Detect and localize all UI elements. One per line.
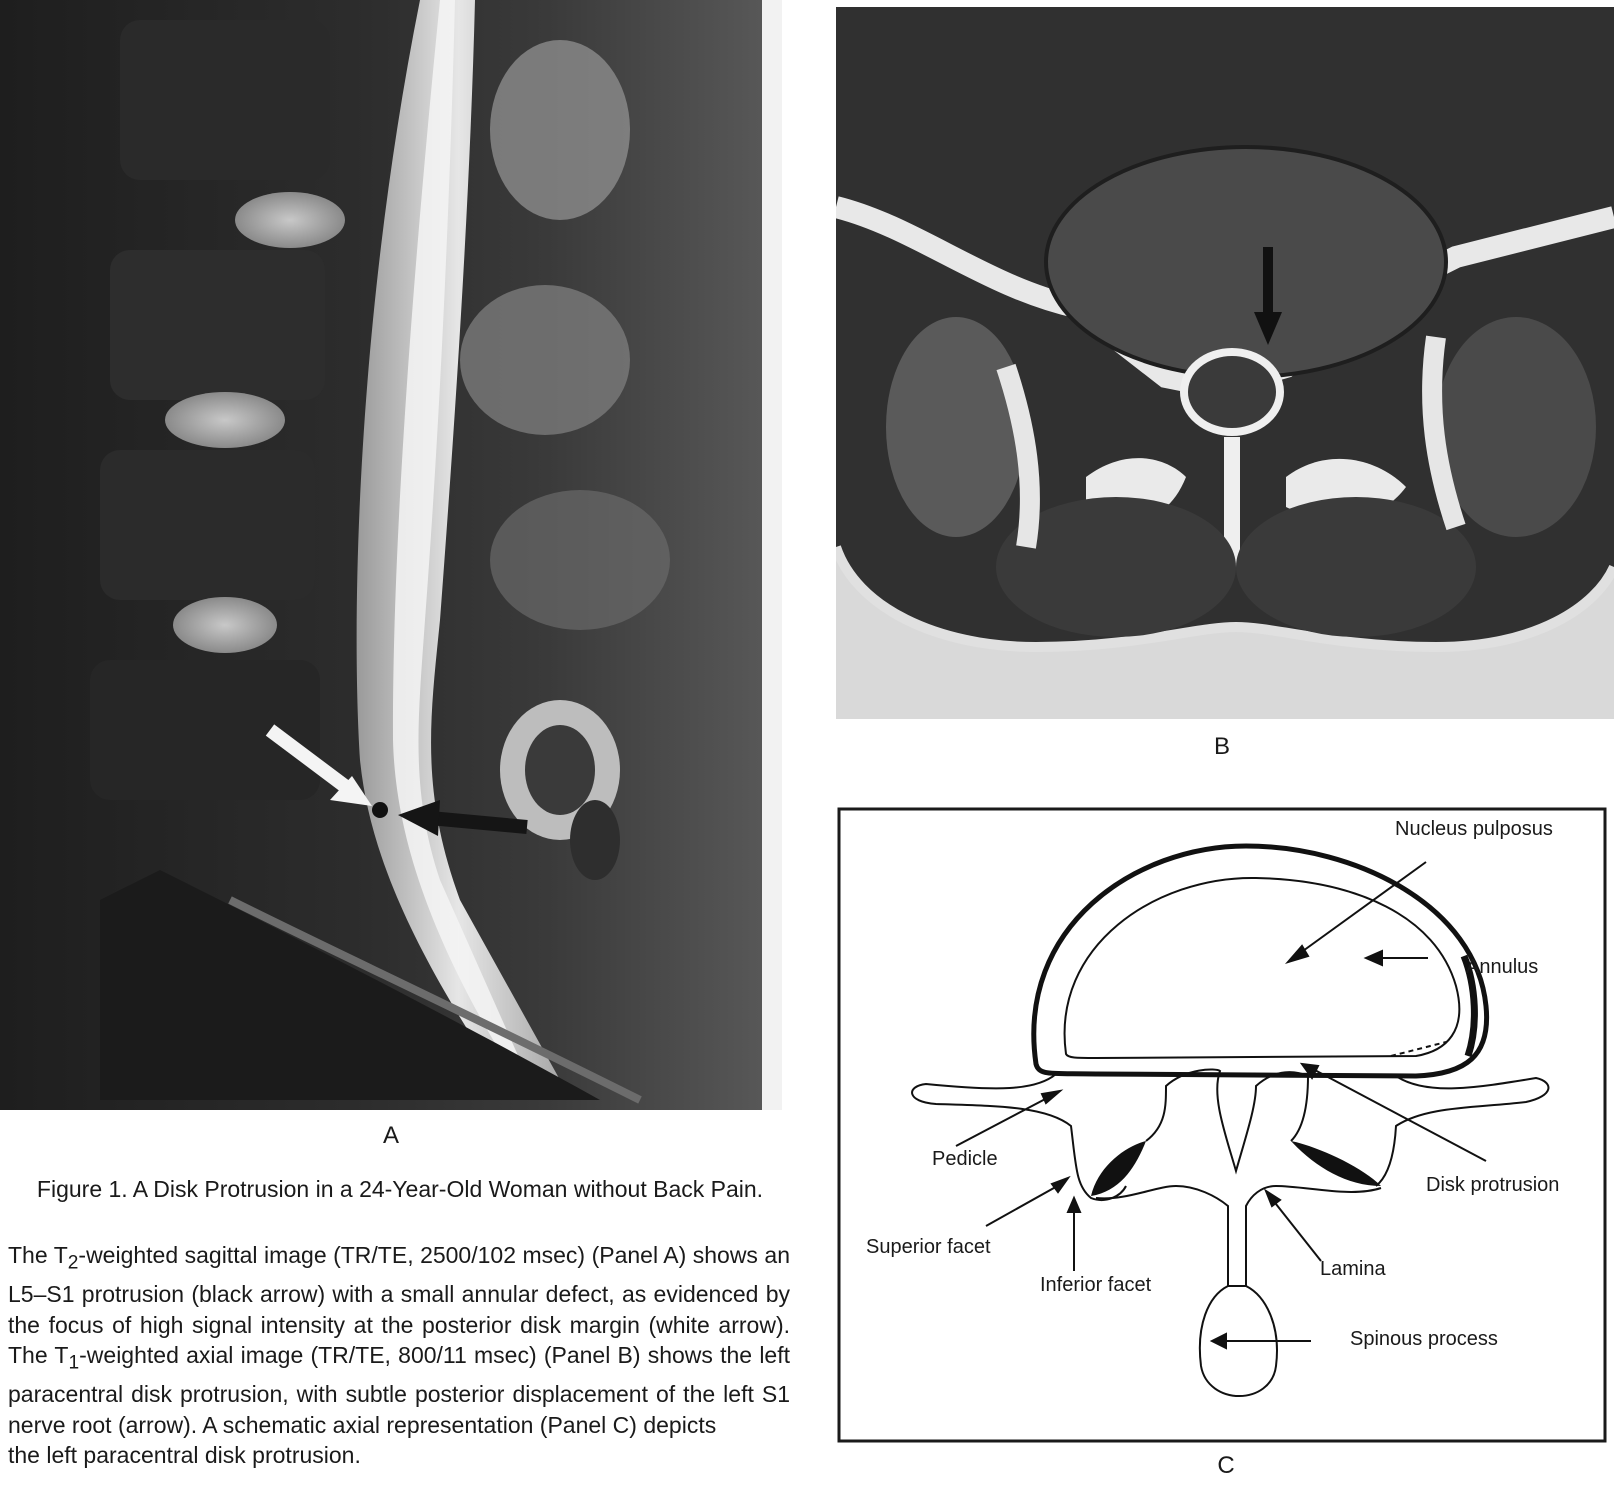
axial-mri-illustration bbox=[836, 7, 1614, 719]
caption-sub-1: 1 bbox=[68, 1352, 80, 1374]
panel-c-label: C bbox=[1217, 1452, 1235, 1479]
sagittal-mri-illustration bbox=[0, 0, 782, 1110]
panel-c-schematic bbox=[836, 806, 1614, 1444]
label-nucleus-pulposus: Nucleus pulposus bbox=[1395, 818, 1553, 840]
label-superior-facet: Superior facet bbox=[866, 1236, 991, 1258]
figure-caption bbox=[8, 1240, 790, 1471]
label-disk-protrusion: Disk protrusion bbox=[1426, 1174, 1560, 1196]
caption-last-line: the left paracentral disk protrusion. bbox=[8, 1442, 361, 1469]
panel-a-image bbox=[0, 0, 782, 1110]
label-inferior-facet: Inferior facet bbox=[1040, 1274, 1152, 1296]
label-annulus: Annulus bbox=[1466, 956, 1539, 978]
panel-a-label: A bbox=[382, 1122, 399, 1149]
figure-title: Figure 1. A Disk Protrusion in a 24-Year-Old Woman without Back Pain. bbox=[36, 1176, 764, 1202]
panel-b-label: B bbox=[1213, 733, 1230, 760]
caption-part1: -weighted sagittal image (TR/TE, 2500/102 msec) (Panel A) shows an L5–S1 protrusion (black arrow) with a small annular defect, as evidenced by the focus of high signal intensity at the posterior disk margin (white arrow). The T bbox=[8, 1242, 790, 1369]
caption-intro: The T bbox=[8, 1242, 68, 1268]
label-pedicle: Pedicle bbox=[932, 1148, 998, 1170]
label-lamina: Lamina bbox=[1320, 1258, 1386, 1280]
panel-b-image bbox=[836, 7, 1614, 719]
label-spinous-process: Spinous process bbox=[1350, 1328, 1498, 1350]
caption-part2: -weighted axial image (TR/TE, 800/11 msec) (Panel B) shows the left paracentral disk protrusion, with subtle posterior displacement of the left S1 nerve root (arrow). A schematic axial representation (Panel C) depicts bbox=[8, 1342, 790, 1438]
caption-sub-2: 2 bbox=[67, 1252, 79, 1274]
